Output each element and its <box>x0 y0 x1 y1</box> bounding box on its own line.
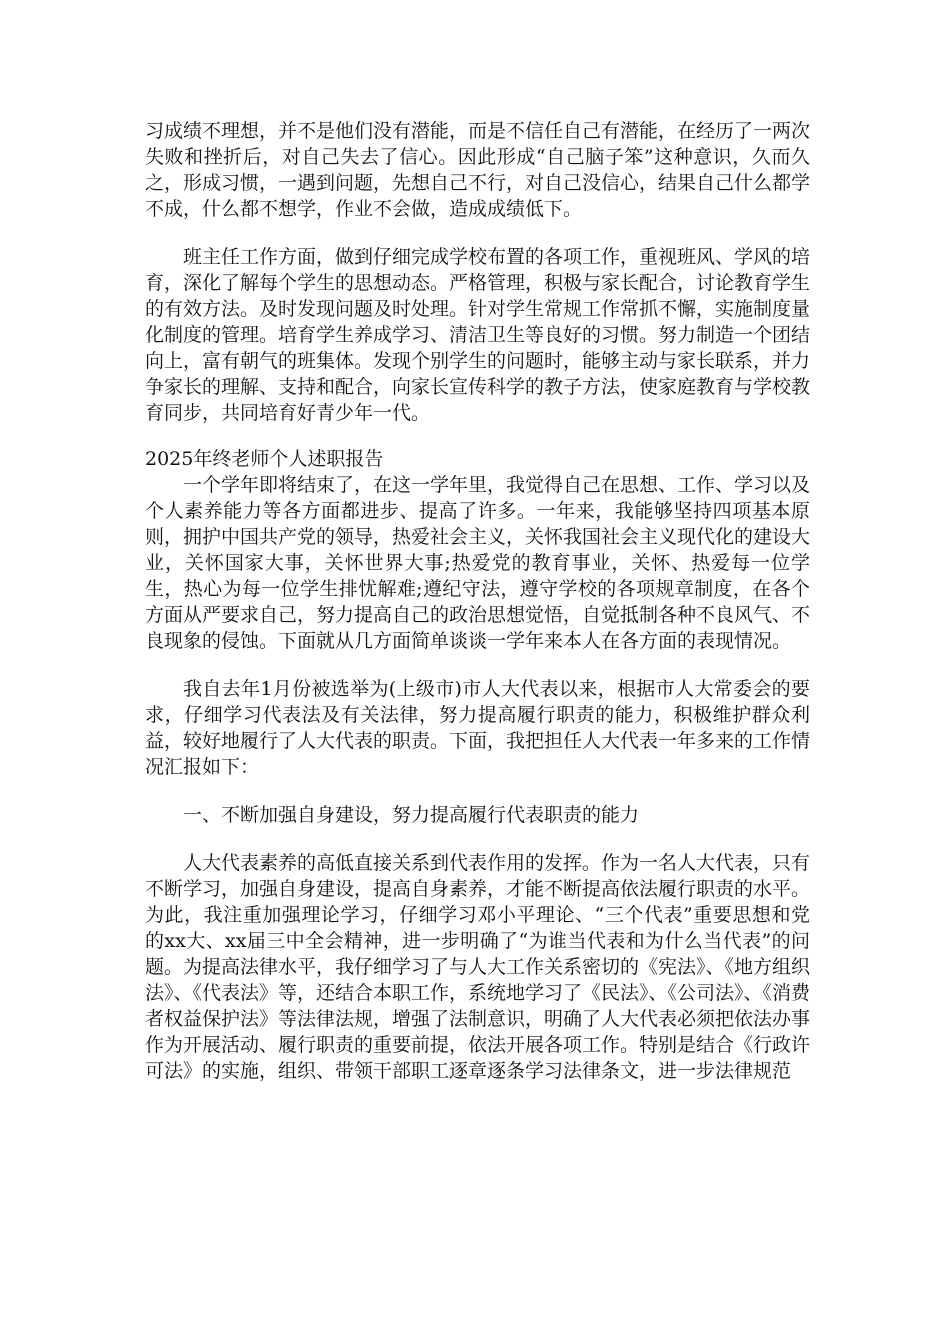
paragraph-spacer <box>145 828 810 850</box>
paragraph-deputy-intro: 我自去年1月份被选举为(上级市)市人大代表以来，根据市人大常委会的要求，仔细学习代表法及有关法律，努力提高履行职责的能力，积极维护群众利益，较好地履行了人大代表的职责。下面，我把担任人大代表一年多来的工作情况汇报如下： <box>145 678 811 778</box>
paragraph-year-summary: 一个学年即将结束了，在这一学年里，我觉得自己在思想、工作、学习以及个人素养能力等各方面都进步、提高了许多。一年来，我能够坚持四项基本原则，拥护中国共产党的领导，热爱社会主义，关怀我国社会主义现代化的建设大业，关怀国家大事，关怀世界大事;热爱党的教育事业，关怀、热爱每一位学生，热心为每一位学生排忧解难;遵纪守法，遵守学校的各项规章制度，在各个方面从严要求自己，努力提高自己的政治思想觉悟，自觉抵制各种不良风气、不良现象的侵蚀。下面就从几方面简单谈谈一学年来本人在各方面的表现情况。 <box>145 474 811 652</box>
report-title: 2025年终老师个人述职报告 <box>145 448 384 470</box>
paragraph-self-building: 人大代表素养的高低直接关系到代表作用的发挥。作为一名人大代表，只有不断学习，加强自身建设，提高自身素养，才能不断提高依法履行职责的水平。为此，我注重加强理论学习，仔细学习邓小平理论、“三个代表”重要思想和党的xx大、xx届三中全会精神，进一步明确了“为谁当代表和为什么当代表”的问题。为提高法律水平，我仔细学习了与人大工作关系密切的《宪法》、《地方组织法》、《代表法》等，还结合本职工作，系统地学习了《民法》、《公司法》、《消费者权益保护法》等法律法规，增强了法制意识，明确了人大代表必须把依法办事作为开展活动、履行职责的重要前提，依法开展各项工作。特别是结合《行政许可法》的实施，组织、带领干部职工逐章逐条学习法律条文，进一步法律规范 <box>145 852 811 1082</box>
section-heading-one: 一、不断加强自身建设，努力提高履行代表职责的能力 <box>183 804 640 826</box>
paragraph-spacer <box>145 222 810 244</box>
paragraph-continuation: 习成绩不理想，并不是他们没有潜能，而是不信任自己有潜能，在经历了一两次失败和挫折后，对自己失去了信心。因此形成“自己脑子笨”这种意识，久而久之，形成习惯，一遇到问题，先想自己不行，对自己没信心，结果自己什么都学不成，什么都不想学，作业不会做，造成成绩低下。 <box>145 120 811 220</box>
paragraph-spacer <box>145 780 810 802</box>
document-page <box>145 118 810 1084</box>
paragraph-spacer <box>145 426 810 446</box>
paragraph-class-teacher-work: 班主任工作方面，做到仔细完成学校布置的各项工作，重视班风、学风的培育，深化了解每个学生的思想动态。严格管理，积极与家长配合，讨论教育学生的有效方法。及时发现问题及时处理。针对学生常规工作常抓不懈，实施制度量化制度的管理。培育学生养成学习、清洁卫生等良好的习惯。努力制造一个团结向上，富有朝气的班集体。发现个别学生的问题时，能够主动与家长联系，并力争家长的理解、支持和配合，向家长宣传科学的教子方法，使家庭教育与学校教育同步，共同培育好青少年一代。 <box>145 246 811 424</box>
paragraph-spacer <box>145 654 810 676</box>
